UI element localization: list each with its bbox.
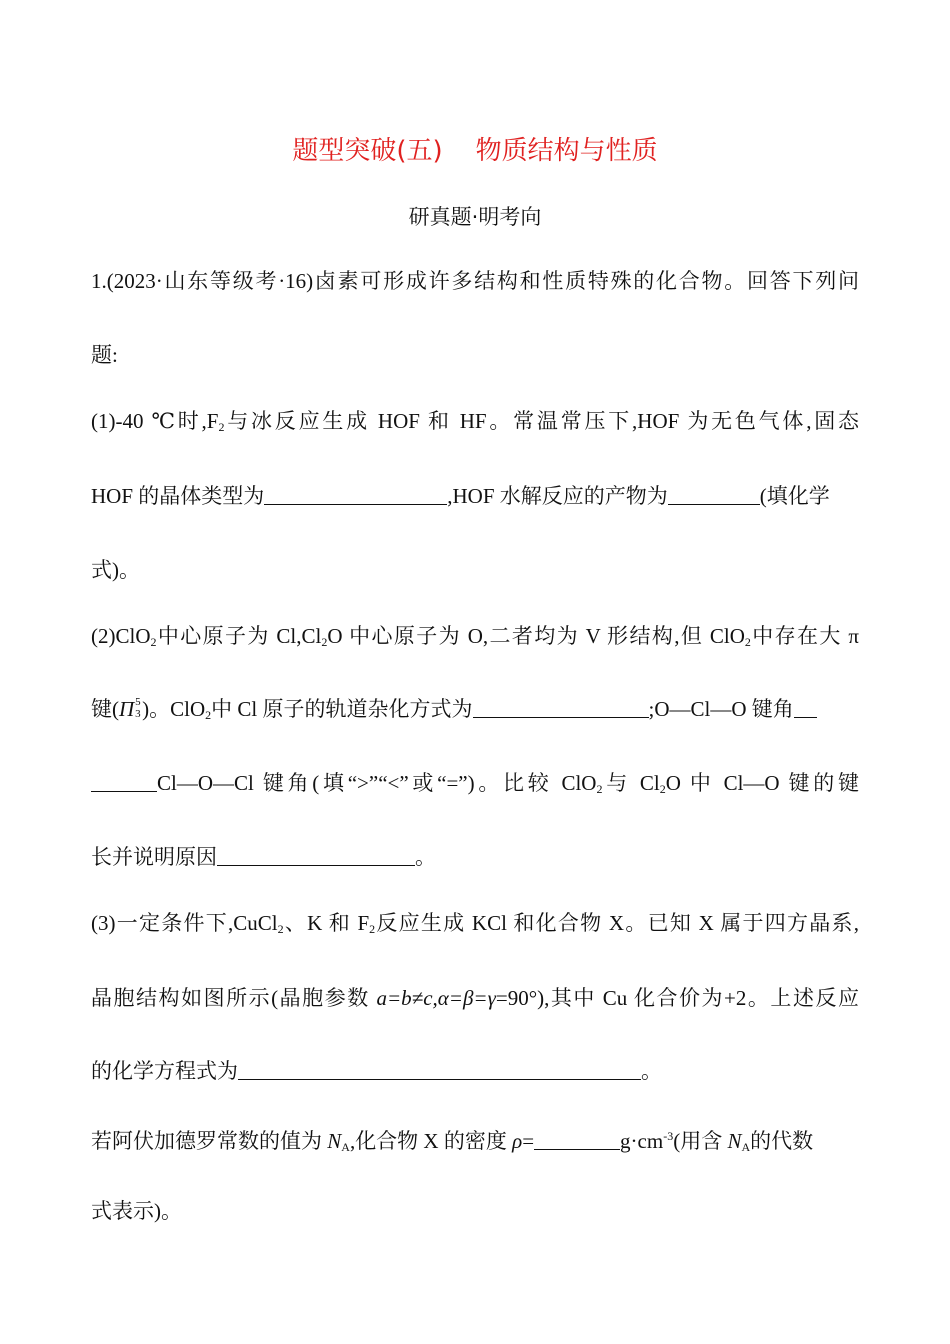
subscript: 2 xyxy=(744,635,751,649)
part-2-text: O 中 Cl—O 键的键 xyxy=(665,771,859,795)
part-3-line-3 xyxy=(91,1056,859,1086)
part-2-text: 长并说明原因 xyxy=(91,845,217,869)
part-1-line-3 xyxy=(91,555,859,585)
part-3-line-1 xyxy=(91,908,859,944)
answer-blank-hybridization[interactable] xyxy=(473,697,649,718)
part-3-text: =90°),其中 Cu 化合价为+2。上述反应 xyxy=(495,986,859,1010)
part-3-line-2 xyxy=(91,983,859,1013)
part-2-text: O 中心原子为 O,二者均为 V 形结构,但 ClO xyxy=(327,624,745,648)
avogadro-symbol: N xyxy=(727,1129,742,1153)
part-1-text: (填化学 xyxy=(759,484,830,508)
part-1-text: (1)-40 ℃时,F xyxy=(91,409,219,433)
part-2-text: Cl—O—Cl 键角(填“>”“<”或“=”)。比较 ClO xyxy=(157,771,597,795)
part-3-text: (用含 xyxy=(673,1129,728,1153)
part-1-line-2 xyxy=(91,481,859,511)
part-2-text: 中心原子为 Cl,Cl xyxy=(156,624,322,648)
part-1-text: 与冰反应生成 HOF 和 HF。常温常压下,HOF 为无色气体,固态 xyxy=(224,409,859,433)
part-2-text: 与 Cl xyxy=(602,771,660,795)
superscript: -3 xyxy=(663,1129,674,1143)
answer-blank-hydrolysis-products[interactable] xyxy=(668,484,760,505)
part-1-text: 式)。 xyxy=(91,558,140,582)
subscript: 2 xyxy=(205,708,212,722)
page-title: 题型突破(五) 物质结构与性质 xyxy=(292,136,658,166)
subscript: 2 xyxy=(321,635,328,649)
part-2-line-3 xyxy=(91,768,859,804)
answer-blank-density[interactable] xyxy=(534,1129,620,1150)
subscript: A xyxy=(341,1140,350,1154)
pi-superscript: 5 xyxy=(135,696,141,708)
question-1-text: 1.(2023·山东等级考·16)卤素可形成许多结构和性质特殊的化合物。回答下列问 xyxy=(91,269,859,293)
pi-subscript: 3 xyxy=(135,708,141,720)
part-2-text: )。ClO xyxy=(142,697,206,721)
part-3-text: = xyxy=(522,1129,535,1153)
part-2-line-1 xyxy=(91,621,859,657)
answer-blank-crystal-type[interactable] xyxy=(264,484,447,505)
part-3-text: 晶胞结构如图所示(晶胞参数 xyxy=(91,986,377,1010)
part-3-text: (3)一定条件下,CuCl xyxy=(91,911,278,935)
cell-parameters: a=b≠c,α=β=γ xyxy=(376,986,496,1010)
part-2-text: 。 xyxy=(415,845,436,869)
part-3-text: g·cm xyxy=(620,1129,664,1153)
part-3-text: 若阿伏加德罗常数的值为 xyxy=(91,1129,328,1153)
part-3-text: 。 xyxy=(641,1059,662,1083)
part-1-text: ,HOF 水解反应的产物为 xyxy=(447,484,668,508)
part-2-line-4 xyxy=(91,842,859,872)
subscript: 2 xyxy=(596,782,603,796)
density-symbol: ρ xyxy=(512,1129,523,1153)
subscript: 2 xyxy=(659,782,666,796)
part-3-text: ,化合物 X 的密度 xyxy=(349,1129,513,1153)
question-1-text-cont: 题: xyxy=(91,343,118,367)
subscript: 2 xyxy=(369,922,376,936)
part-2-text: 中 Cl 原子的轨道杂化方式为 xyxy=(211,697,473,721)
answer-blank-bond-angle[interactable] xyxy=(91,771,157,792)
part-1-line-1 xyxy=(91,406,859,442)
section-subtitle: 研真题·明考向 xyxy=(408,205,542,229)
part-2-text: 键( xyxy=(91,697,119,721)
part-2-text: (2)ClO xyxy=(91,624,151,648)
part-3-text: 的代数 xyxy=(750,1129,814,1153)
part-3-text: 的化学方程式为 xyxy=(91,1059,238,1083)
part-2-line-2 xyxy=(91,694,859,730)
subscript: 2 xyxy=(218,420,225,434)
part-3-text: 反应生成 KCl 和化合物 X。已知 X 属于四方晶系, xyxy=(375,911,859,935)
question-1-line-1 xyxy=(91,266,859,296)
part-3-text: 式表示)。 xyxy=(91,1199,182,1223)
answer-blank-bond-angle-start[interactable] xyxy=(794,697,817,718)
pi-bond-indices xyxy=(134,696,142,720)
answer-blank-bond-length-reason[interactable] xyxy=(217,845,415,866)
subscript: 2 xyxy=(277,922,284,936)
answer-blank-equation[interactable] xyxy=(238,1059,641,1080)
part-3-line-5 xyxy=(91,1196,859,1226)
part-3-text: 、K 和 F xyxy=(283,911,370,935)
part-1-text: HOF 的晶体类型为 xyxy=(91,484,265,508)
question-1-line-2 xyxy=(91,340,859,370)
avogadro-symbol: N xyxy=(327,1129,342,1153)
part-2-text: ;O—Cl—O 键角 xyxy=(648,697,794,721)
part-2-text: 中存在大 π xyxy=(750,624,859,648)
subscript: 2 xyxy=(150,635,157,649)
part-3-line-4 xyxy=(91,1121,859,1162)
subscript: A xyxy=(741,1140,751,1154)
pi-bond-symbol: Π xyxy=(119,697,135,721)
